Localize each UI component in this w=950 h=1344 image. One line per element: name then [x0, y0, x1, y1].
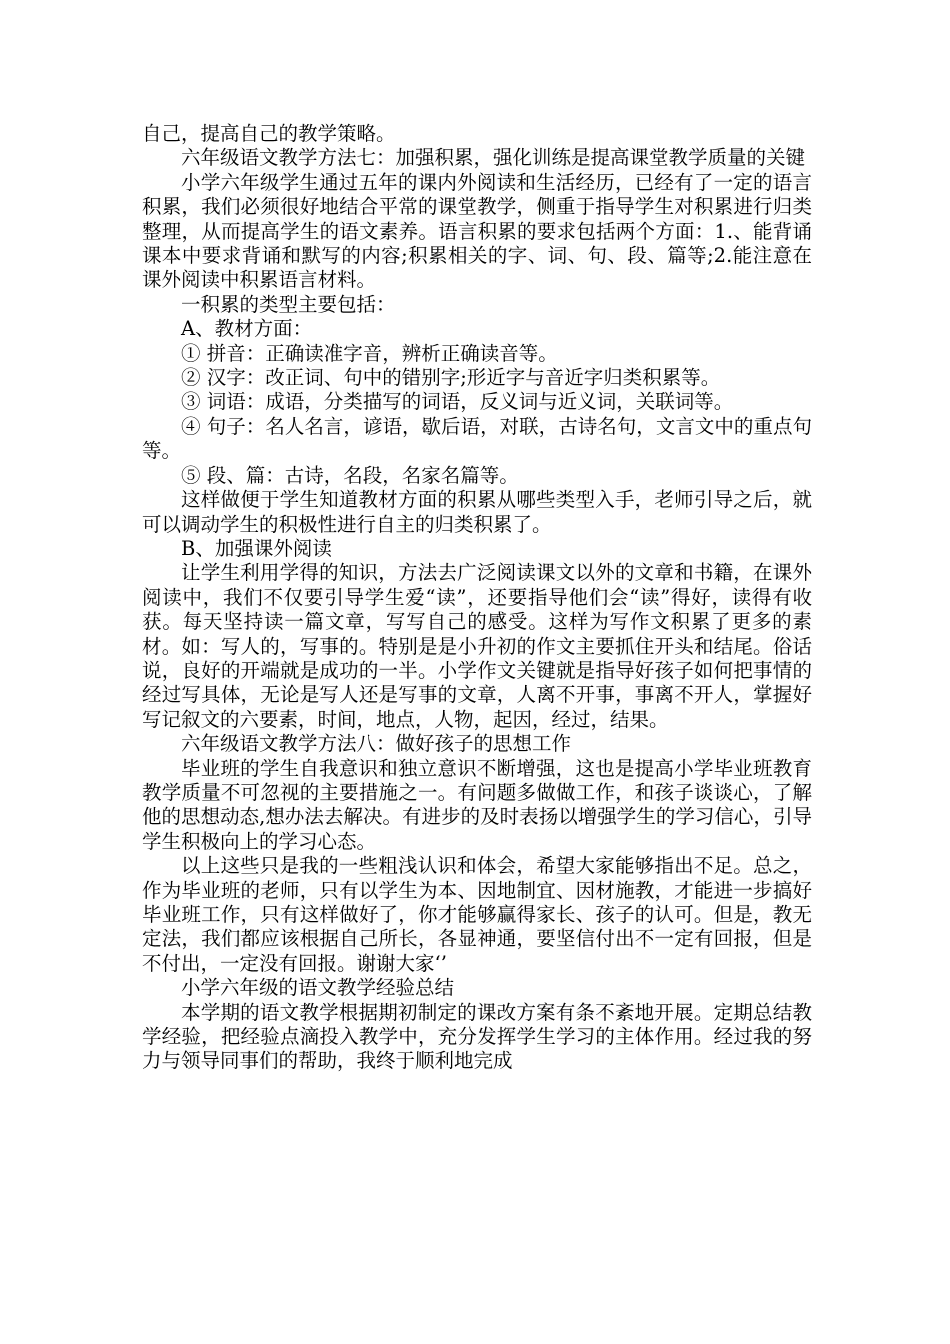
paragraph: 小学六年级学生通过五年的课内外阅读和生活经历，已经有了一定的语言积累，我们必须很好地结合平常的课堂教学，侧重于指导学生对积累进行归类整理，从而提高学生的语文素养。语言积累的要求包括两个方面：1.、能背诵课本中要求背诵和默写的内容;积累相关的字、词、句、段、篇等;2.能注意在课外阅读中积累语言材料。: [142, 170, 812, 292]
section-heading: 六年级语文教学方法八：做好孩子的思想工作: [181, 732, 572, 756]
list-item: ④ 句子：名人名言，谚语，歇后语，对联，古诗名句，文言文中的重点句等。: [142, 414, 812, 463]
section-heading: 六年级语文教学方法七：加强积累，强化训练是提高课堂教学质量的关键: [181, 146, 806, 170]
document-body: [142, 122, 812, 1074]
paragraph: 毕业班的学生自我意识和独立意识不断增强，这也是提高小学毕业班教育教学质量不可忽视的主要措施之一。有问题多做做工作，和孩子谈谈心，了解他的思想动态,想办法去解决。有进步的及时表扬以增强学生的学习信心，引导学生积极向上的学习心态。: [142, 756, 812, 853]
list-heading: B、加强课外阅读: [181, 536, 332, 560]
list-heading: A、教材方面：: [181, 317, 313, 341]
list-item: ① 拼音：正确读准字音，辨析正确读音等。: [181, 341, 558, 365]
list-item: ③ 词语：成语，分类描写的词语，反义词与近义词，关联词等。: [181, 390, 734, 414]
paragraph: 一积累的类型主要包括：: [181, 292, 396, 316]
paragraph: 自己，提高自己的教学策略。: [142, 122, 396, 145]
list-item: ⑤ 段、篇：古诗，名段，名家名篇等。: [181, 463, 519, 487]
paragraph: 以上这些只是我的一些粗浅认识和体会，希望大家能够指出不足。总之，作为毕业班的老师，只有以学生为本、因地制宜、因材施教，才能进一步搞好毕业班工作，只有这样做好了，你才能够赢得家长、孩子的认可。但是，教无定法，我们都应该根据自己所长，各显神通，要坚信付出不一定有回报，但是不付出，一定没有回报。谢谢大家‘’: [142, 854, 812, 975]
list-item: ② 汉字：改正词、句中的错别字;形近字与音近字归类积累等。: [181, 366, 721, 390]
section-heading: 小学六年级的语文教学经验总结: [181, 976, 455, 1000]
paragraph: 让学生利用学得的知识，方法去广泛阅读课文以外的文章和书籍，在课外阅读中，我们不仅要引导学生爱“读”，还要指导他们会“读”得好，读得有收获。每天坚持读一篇文章，写写自己的感受。这样为写作文积累了更多的素材。如：写人的，写事的。特别是是小升初的作文主要抓住开头和结尾。俗话说，良好的开端就是成功的一半。小学作文关键就是指导好孩子如何把事情的经过写具体，无论是写人还是写事的文章，人离不开事，事离不开人，掌握好写记叙文的六要素，时间，地点，人物，起因，经过，结果。: [142, 561, 812, 731]
paragraph: 本学期的语文教学根据期初制定的课改方案有条不紊地开展。定期总结教学经验，把经验点滴投入教学中，充分发挥学生学习的主体作用。经过我的努力与领导同事们的帮助，我终于顺利地完成: [142, 1000, 812, 1073]
paragraph: 这样做便于学生知道教材方面的积累从哪些类型入手，老师引导之后，就可以调动学生的积极性进行自主的归类积累了。: [142, 488, 812, 536]
